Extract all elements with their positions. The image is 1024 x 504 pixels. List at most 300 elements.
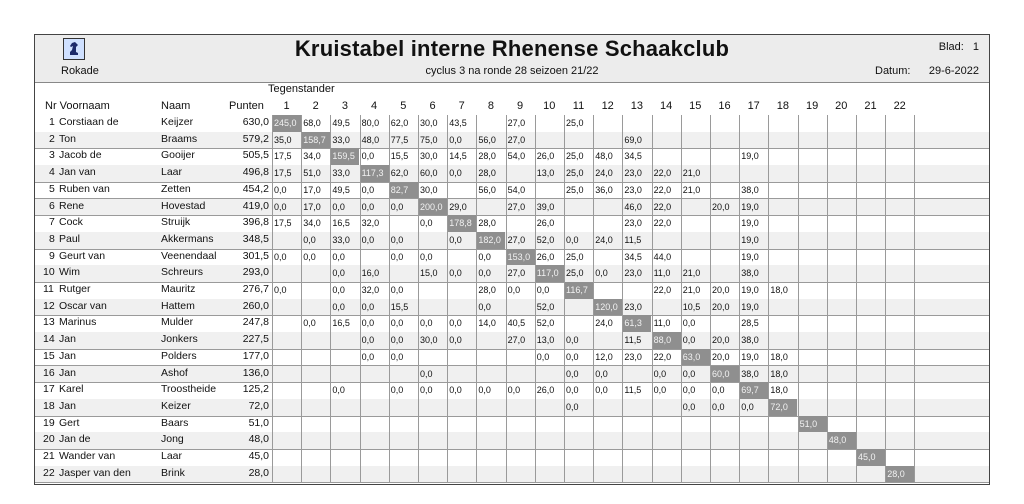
score-cell: [798, 115, 827, 132]
table-row: [35, 299, 989, 317]
score-cell: 19,0: [739, 282, 768, 299]
score-cell: 52,0: [535, 315, 564, 332]
score-cell: [827, 249, 856, 266]
score-cell: [389, 449, 418, 466]
score-cell: [360, 466, 389, 483]
col-punten: Punten: [229, 100, 264, 112]
score-cell: [856, 416, 885, 433]
grid-divider: [914, 115, 915, 482]
score-cell: 35,0: [272, 132, 301, 149]
col-number: 20: [835, 100, 848, 112]
col-number: 2: [312, 100, 319, 112]
score-cell: [652, 232, 681, 249]
table-row: [35, 349, 989, 367]
score-cell: [301, 432, 330, 449]
score-cell: [652, 466, 681, 483]
score-cell: [885, 416, 914, 433]
score-cell: [681, 249, 710, 266]
row-nr: 10: [43, 266, 55, 279]
score-cell: [301, 399, 330, 416]
score-cell: 14,5: [447, 148, 476, 165]
score-cell: 46,0: [622, 199, 651, 216]
score-cell: [506, 349, 535, 366]
score-cell: [360, 449, 389, 466]
score-cell: [710, 165, 739, 182]
score-cell: 0,0: [564, 232, 593, 249]
score-cell: 21,0: [681, 282, 710, 299]
page-number: [939, 41, 979, 53]
score-cell: [798, 232, 827, 249]
score-cell: 11,5: [622, 232, 651, 249]
header-band: [35, 35, 989, 83]
score-cell: 0,0: [389, 315, 418, 332]
score-cell: 18,0: [768, 366, 797, 383]
score-cell: 38,0: [739, 366, 768, 383]
score-cell: [827, 232, 856, 249]
score-cell: 0,0: [389, 282, 418, 299]
diagonal-score-cell: 200,0: [418, 199, 447, 216]
score-cell: [856, 232, 885, 249]
row-voornaam: Gert: [59, 416, 80, 429]
score-cell: [622, 282, 651, 299]
score-cell: 0,0: [593, 382, 622, 399]
score-cell: [827, 265, 856, 282]
score-cell: [681, 232, 710, 249]
score-cell: 0,0: [418, 382, 447, 399]
score-cell: [330, 466, 359, 483]
score-cell: [856, 215, 885, 232]
row-voornaam: Jacob de: [59, 149, 102, 162]
score-cell: 0,0: [447, 315, 476, 332]
diagonal-score-cell: 245,0: [272, 115, 301, 132]
score-cell: [272, 416, 301, 433]
score-cell: 27,0: [506, 132, 535, 149]
score-cell: [856, 132, 885, 149]
score-cell: [768, 466, 797, 483]
col-number: 9: [517, 100, 524, 112]
score-cell: [447, 449, 476, 466]
score-cell: [739, 449, 768, 466]
score-cell: [681, 132, 710, 149]
col-number: 12: [601, 100, 614, 112]
score-cell: [418, 432, 447, 449]
score-cell: [593, 449, 622, 466]
score-cell: [389, 366, 418, 383]
score-cell: [447, 399, 476, 416]
score-cell: [418, 399, 447, 416]
diagonal-score-cell: 117,0: [535, 265, 564, 282]
score-cell: [768, 232, 797, 249]
score-cell: 18,0: [768, 349, 797, 366]
table-row: [35, 466, 989, 484]
score-cell: [827, 315, 856, 332]
score-cell: 20,0: [710, 299, 739, 316]
score-cell: [360, 382, 389, 399]
score-cell: [768, 432, 797, 449]
score-cell: 17,5: [272, 148, 301, 165]
row-naam: Veenendaal: [161, 249, 217, 262]
score-cell: [506, 399, 535, 416]
score-cell: 16,5: [330, 315, 359, 332]
score-cell: [622, 115, 651, 132]
score-cell: 23,0: [622, 349, 651, 366]
score-cell: [535, 132, 564, 149]
score-cell: [798, 249, 827, 266]
score-cell: 27,0: [506, 115, 535, 132]
row-punten: 177,0: [242, 349, 269, 362]
row-nr: 17: [43, 383, 55, 396]
score-cell: 52,0: [535, 232, 564, 249]
col-number: 22: [893, 100, 906, 112]
score-cell: [272, 366, 301, 383]
diagonal-score-cell: 72,0: [768, 399, 797, 416]
score-cell: [506, 215, 535, 232]
score-cell: 30,0: [418, 332, 447, 349]
score-cell: 30,0: [418, 115, 447, 132]
score-cell: [301, 282, 330, 299]
datum-value: 29-6-2022: [928, 65, 979, 77]
score-cell: 0,0: [272, 182, 301, 199]
score-cell: [768, 132, 797, 149]
row-voornaam: Rutger: [59, 283, 91, 295]
score-cell: [360, 399, 389, 416]
score-cell: [856, 315, 885, 332]
score-cell: [768, 115, 797, 132]
score-cell: 26,0: [535, 382, 564, 399]
score-cell: 0,0: [447, 165, 476, 182]
score-cell: 0,0: [389, 232, 418, 249]
score-cell: 16,5: [330, 215, 359, 232]
score-cell: 32,0: [360, 215, 389, 232]
score-cell: 62,0: [389, 115, 418, 132]
score-cell: 12,0: [593, 349, 622, 366]
score-cell: 0,0: [389, 332, 418, 349]
score-cell: [827, 399, 856, 416]
row-naam: Keizer: [161, 399, 191, 412]
score-cell: 0,0: [330, 382, 359, 399]
score-cell: [652, 449, 681, 466]
score-cell: 34,5: [622, 249, 651, 266]
score-cell: 0,0: [389, 199, 418, 216]
row-voornaam: Jan: [59, 366, 76, 379]
score-cell: [360, 366, 389, 383]
score-cell: [885, 215, 914, 232]
score-cell: [593, 282, 622, 299]
table-row: [35, 115, 989, 133]
score-cell: 56,0: [476, 132, 505, 149]
score-cell: 23,0: [622, 299, 651, 316]
row-naam: Baars: [161, 416, 189, 429]
score-cell: [360, 432, 389, 449]
score-cell: [593, 466, 622, 483]
diagonal-score-cell: 153,0: [506, 249, 535, 266]
score-cell: [739, 132, 768, 149]
score-cell: 0,0: [652, 366, 681, 383]
score-cell: 19,0: [739, 249, 768, 266]
score-cell: [856, 432, 885, 449]
score-cell: [476, 416, 505, 433]
table-row: [35, 366, 989, 384]
score-cell: 0,0: [476, 249, 505, 266]
score-cell: [681, 199, 710, 216]
diagonal-score-cell: 82,7: [389, 182, 418, 199]
score-cell: [272, 399, 301, 416]
score-cell: 0,0: [360, 148, 389, 165]
score-cell: 0,0: [330, 299, 359, 316]
score-cell: 11,5: [622, 332, 651, 349]
score-cell: [681, 449, 710, 466]
row-voornaam: Cock: [59, 216, 83, 229]
score-cell: 28,5: [739, 315, 768, 332]
blad-value: 1: [972, 41, 979, 53]
score-cell: [710, 315, 739, 332]
score-cell: [798, 349, 827, 366]
score-cell: [885, 182, 914, 199]
table-row: [35, 382, 989, 400]
row-punten: 125,2: [242, 383, 269, 396]
score-cell: 0,0: [447, 232, 476, 249]
score-cell: [710, 449, 739, 466]
score-cell: 0,0: [272, 282, 301, 299]
row-nr: 16: [43, 366, 55, 379]
score-cell: 0,0: [535, 349, 564, 366]
score-cell: [856, 399, 885, 416]
row-voornaam: Paul: [59, 232, 81, 245]
score-cell: [418, 349, 447, 366]
row-voornaam: Corstiaan de: [59, 116, 119, 128]
score-cell: [856, 332, 885, 349]
score-cell: 38,0: [739, 182, 768, 199]
table-row: [35, 332, 989, 350]
score-cell: [301, 366, 330, 383]
score-cell: 0,0: [360, 199, 389, 216]
score-cell: 27,0: [506, 232, 535, 249]
score-cell: [798, 199, 827, 216]
score-cell: [301, 416, 330, 433]
score-cell: 0,0: [447, 265, 476, 282]
row-nr: 20: [43, 433, 55, 446]
row-naam: Ashof: [161, 366, 188, 379]
score-cell: 17,5: [272, 215, 301, 232]
score-cell: 15,5: [389, 299, 418, 316]
score-cell: 27,0: [506, 332, 535, 349]
score-cell: [447, 432, 476, 449]
score-cell: 0,0: [564, 382, 593, 399]
row-naam: Gooijer: [161, 149, 195, 162]
score-cell: [564, 432, 593, 449]
row-naam: Struijk: [161, 216, 191, 229]
row-nr: 19: [43, 416, 55, 429]
score-cell: [827, 165, 856, 182]
row-naam: Akkermans: [161, 232, 214, 245]
table-row: [35, 432, 989, 450]
row-nr: 14: [43, 333, 55, 346]
score-cell: 0,0: [272, 249, 301, 266]
score-cell: 0,0: [360, 232, 389, 249]
score-cell: [827, 282, 856, 299]
row-voornaam: Ruben van: [59, 182, 110, 195]
score-cell: [330, 416, 359, 433]
score-cell: 10,5: [681, 299, 710, 316]
score-cell: [622, 449, 651, 466]
score-cell: [827, 366, 856, 383]
score-cell: 0,0: [360, 299, 389, 316]
score-cell: [652, 399, 681, 416]
row-punten: 48,0: [248, 433, 269, 446]
diagonal-score-cell: 63,0: [681, 349, 710, 366]
score-cell: [827, 215, 856, 232]
score-cell: [768, 215, 797, 232]
row-nr: 3: [49, 149, 55, 162]
row-punten: 419,0: [242, 199, 269, 212]
score-cell: 28,0: [476, 165, 505, 182]
row-voornaam: Ton: [59, 132, 76, 145]
score-cell: 48,0: [593, 148, 622, 165]
score-cell: 0,0: [418, 249, 447, 266]
score-cell: [885, 148, 914, 165]
row-punten: 348,5: [242, 232, 269, 245]
score-cell: [330, 349, 359, 366]
score-cell: [301, 299, 330, 316]
score-cell: [389, 416, 418, 433]
score-cell: 23,0: [622, 165, 651, 182]
score-cell: [564, 215, 593, 232]
score-cell: 0,0: [360, 349, 389, 366]
table-row: [35, 165, 989, 183]
score-cell: [885, 349, 914, 366]
score-cell: 0,0: [389, 249, 418, 266]
score-cell: [856, 349, 885, 366]
score-cell: [885, 232, 914, 249]
row-nr: 21: [43, 450, 55, 462]
score-cell: [506, 366, 535, 383]
score-cell: 27,0: [506, 199, 535, 216]
score-cell: [856, 382, 885, 399]
row-nr: 9: [49, 249, 55, 262]
score-cell: 17,0: [301, 182, 330, 199]
score-cell: [447, 182, 476, 199]
row-nr: 13: [43, 316, 55, 329]
score-cell: 11,5: [622, 382, 651, 399]
row-nr: 5: [49, 182, 55, 195]
score-cell: [272, 232, 301, 249]
score-cell: [798, 132, 827, 149]
blad-label: Blad:: [938, 41, 964, 53]
score-cell: 32,0: [360, 282, 389, 299]
row-punten: 630,0: [242, 116, 269, 128]
score-cell: [593, 249, 622, 266]
score-cell: [885, 432, 914, 449]
score-cell: 62,0: [389, 165, 418, 182]
row-punten: 247,8: [242, 316, 269, 329]
score-cell: 23,0: [622, 215, 651, 232]
score-cell: 34,0: [301, 215, 330, 232]
score-cell: 22,0: [652, 349, 681, 366]
table-row: [35, 199, 989, 217]
score-cell: [798, 382, 827, 399]
score-cell: 22,0: [652, 199, 681, 216]
score-cell: [739, 432, 768, 449]
row-naam: Mulder: [161, 316, 194, 329]
score-cell: [593, 416, 622, 433]
col-number: 5: [400, 100, 407, 112]
score-cell: [885, 132, 914, 149]
score-cell: [798, 148, 827, 165]
score-cell: [476, 199, 505, 216]
score-cell: [418, 466, 447, 483]
score-cell: 0,0: [739, 399, 768, 416]
score-cell: 25,0: [564, 249, 593, 266]
score-cell: 80,0: [360, 115, 389, 132]
score-cell: [856, 148, 885, 165]
score-cell: [447, 349, 476, 366]
score-cell: [535, 115, 564, 132]
score-cell: 20,0: [710, 199, 739, 216]
score-cell: 18,0: [768, 382, 797, 399]
score-cell: [389, 432, 418, 449]
score-cell: [476, 466, 505, 483]
score-cell: [681, 148, 710, 165]
row-punten: 301,5: [242, 249, 269, 262]
score-cell: 0,0: [710, 399, 739, 416]
score-cell: [885, 165, 914, 182]
score-cell: [476, 366, 505, 383]
score-cell: [827, 115, 856, 132]
score-cell: [768, 148, 797, 165]
score-cell: [476, 332, 505, 349]
score-cell: 28,0: [476, 282, 505, 299]
col-number: 8: [487, 100, 494, 112]
score-cell: [418, 449, 447, 466]
score-cell: [652, 148, 681, 165]
row-voornaam: Rene: [59, 199, 85, 212]
row-voornaam: Jan van: [59, 166, 96, 179]
row-nr: 18: [43, 399, 55, 412]
score-cell: [681, 416, 710, 433]
score-cell: 26,0: [535, 249, 564, 266]
score-cell: [798, 299, 827, 316]
diagonal-score-cell: 178,8: [447, 215, 476, 232]
diagonal-score-cell: 61,3: [622, 315, 651, 332]
score-cell: [798, 466, 827, 483]
score-cell: [710, 148, 739, 165]
score-cell: [593, 132, 622, 149]
score-cell: [506, 449, 535, 466]
score-cell: 22,0: [652, 182, 681, 199]
score-cell: 19,0: [739, 199, 768, 216]
row-voornaam: Karel: [59, 383, 84, 396]
score-cell: 0,0: [389, 382, 418, 399]
score-cell: 0,0: [506, 282, 535, 299]
score-cell: 0,0: [593, 366, 622, 383]
score-cell: [856, 115, 885, 132]
score-cell: 0,0: [330, 282, 359, 299]
score-cell: 0,0: [564, 332, 593, 349]
row-punten: 51,0: [248, 416, 269, 429]
score-cell: [593, 332, 622, 349]
score-cell: [681, 432, 710, 449]
score-cell: [272, 466, 301, 483]
score-cell: [710, 466, 739, 483]
row-naam: Mauritz: [161, 283, 196, 295]
row-voornaam: Jan de: [59, 433, 91, 446]
table-row: [35, 399, 989, 417]
score-cell: 19,0: [739, 148, 768, 165]
score-cell: [885, 382, 914, 399]
score-cell: 23,0: [622, 265, 651, 282]
score-cell: 33,0: [330, 232, 359, 249]
score-cell: [272, 349, 301, 366]
